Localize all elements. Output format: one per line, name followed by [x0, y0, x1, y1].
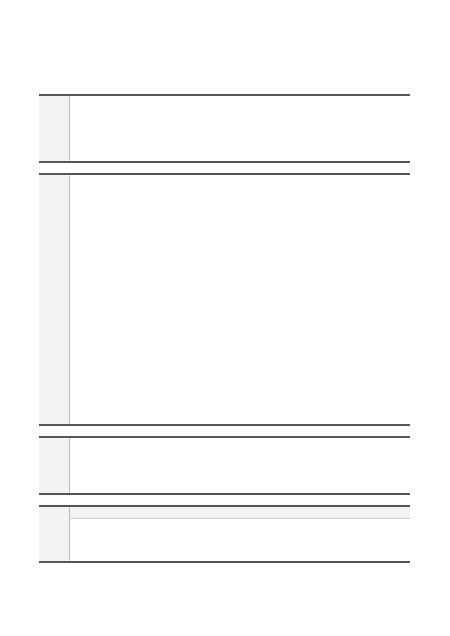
- hope-condition-header: [70, 507, 410, 519]
- jobs-body: [70, 175, 410, 424]
- education-header-row: [70, 438, 410, 450]
- jobs-section: [39, 173, 410, 426]
- jobs-label: [39, 175, 70, 424]
- education-section: [39, 436, 410, 495]
- career-table: [70, 96, 410, 108]
- career-section: [39, 94, 410, 163]
- other-label: [39, 507, 70, 561]
- career-label: [39, 96, 70, 161]
- other-section: [39, 505, 410, 563]
- education-label: [39, 438, 70, 493]
- career-header-row: [70, 96, 410, 108]
- education-table: [70, 438, 410, 450]
